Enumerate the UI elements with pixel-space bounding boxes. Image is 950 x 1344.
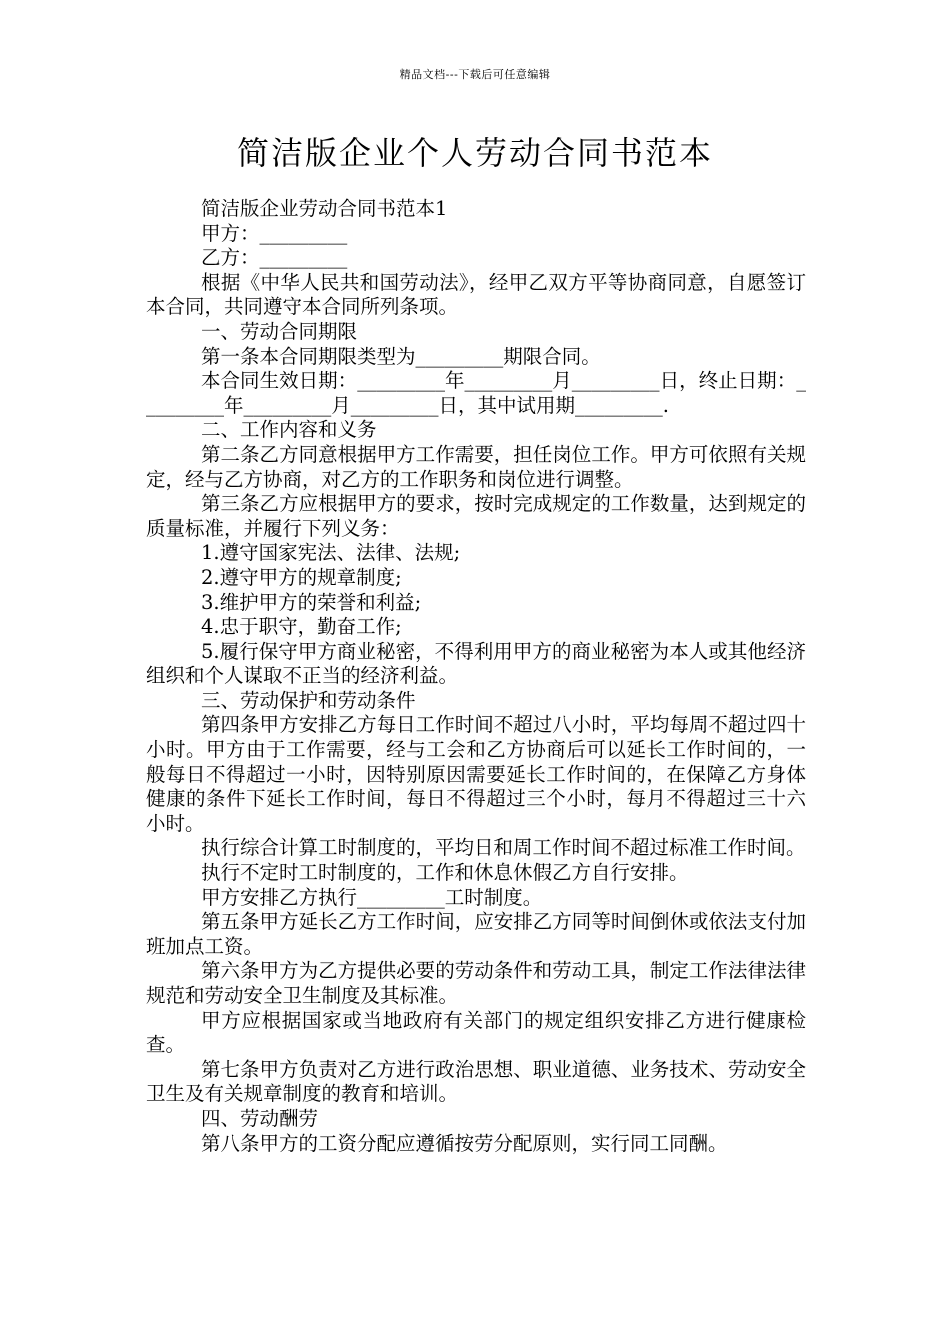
preamble-paragraph: 根据《中华人民共和国劳动法》，经甲乙双方平等协商同意，自愿签订本合同，共同遵守本合同所列条项。 [146,270,806,319]
obligation-item-4: 4.忠于职守，勤奋工作; [201,615,402,639]
work-hours-system-line: 甲方安排乙方执行_________工时制度。 [201,885,543,909]
section-heading-2: 二、工作内容和义务 [201,418,377,442]
obligation-item-2: 2.遵守甲方的规章制度; [201,565,402,589]
document-body [146,197,806,1156]
flexible-hours-paragraph: 执行不定时工时制度的，工作和休息休假乙方自行安排。 [201,861,689,885]
comprehensive-hours-paragraph: 执行综合计算工时制度的，平均日和周工作时间不超过标准工作时间。 [201,836,806,860]
article-1: 第一条本合同期限类型为_________期限合同。 [201,344,601,368]
party-b-line: 乙方：_________ [201,246,348,270]
article-2: 第二条乙方同意根据甲方工作需要，担任岗位工作。甲方可依照有关规定，经与乙方协商，对乙方的工作职务和岗位进行调整。 [146,442,806,491]
article-6: 第六条甲方为乙方提供必要的劳动条件和劳动工具，制定工作法律法律规范和劳动安全卫生制度及其标准。 [146,959,806,1007]
obligation-item-5: 5.履行保守甲方商业秘密，不得利用甲方的商业秘密为本人或其他经济组织和个人谋取不正当的经济利益。 [146,639,806,688]
effective-date-paragraph: 本合同生效日期：_________年_________月_________日，终止日期：_________年_________月_________日，其中试用期_________. [146,369,806,417]
document-title: 简洁版企业个人劳动合同书范本 [236,134,713,172]
obligation-item-3: 3.维护甲方的荣誉和利益; [201,590,422,614]
obligation-item-1: 1.遵守国家宪法、法律、法规; [201,541,461,565]
section-heading-1: 一、劳动合同期限 [201,319,358,343]
article-7: 第七条甲方负责对乙方进行政治思想、职业道德、业务技术、劳动安全卫生及有关规章制度的教育和培训。 [146,1057,806,1106]
article-3: 第三条乙方应根据甲方的要求，按时完成规定的工作数量，达到规定的质量标准，并履行下列义务： [146,492,806,540]
subtitle: 简洁版企业劳动合同书范本1 [201,197,448,220]
health-check-paragraph: 甲方应根据国家或当地政府有关部门的规定组织安排乙方进行健康检查。 [146,1008,806,1057]
article-4: 第四条甲方安排乙方每日工作时间不超过八小时，平均每周不超过四十小时。甲方由于工作需要，经与工会和乙方协商后可以延长工作时间的，一般每日不得超过一小时，因特别原因需要延长工作时间的，在保障乙方身体健康的条件下延长工作时间，每日不得超过三个小时，每月不得超过三十六小时。 [146,713,806,835]
party-a-line: 甲方：_________ [201,221,348,245]
article-8: 第八条甲方的工资分配应遵循按劳分配原则，实行同工同酬。 [201,1131,728,1155]
section-heading-3: 三、劳动保护和劳动条件 [201,688,416,712]
header-note: 精品文档---下载后可任意编辑 [399,68,551,81]
section-heading-4: 四、劳动酬劳 [201,1106,319,1130]
article-5: 第五条甲方延长乙方工作时间，应安排乙方同等时间倒休或依法支付加班加点工资。 [146,910,806,958]
